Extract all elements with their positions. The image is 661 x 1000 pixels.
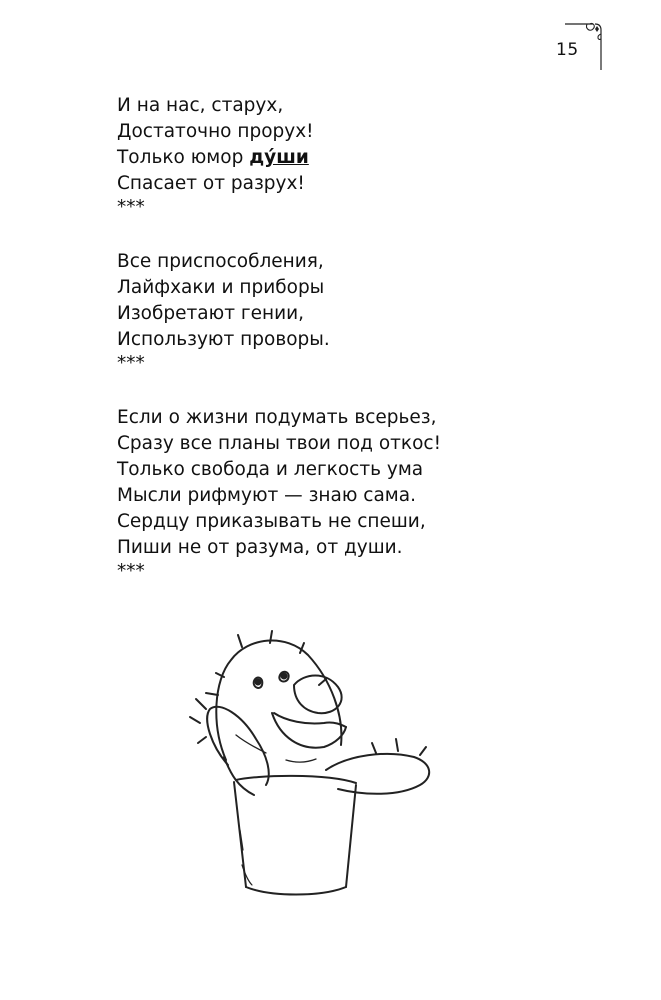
poem-line: Используют проворы. <box>117 329 330 350</box>
stanza-separator: *** <box>117 197 145 218</box>
poem-line: Сразу все планы твои под откос! <box>117 433 442 454</box>
poem <box>117 93 441 613</box>
stanza-separator: *** <box>117 561 145 582</box>
poem-line: Достаточно прорух! <box>117 121 314 142</box>
poem-line <box>117 145 441 171</box>
poem-line: Только свобода и легкость ума <box>117 459 424 480</box>
stanza-separator: *** <box>117 353 145 374</box>
page-number: 15 <box>556 40 579 60</box>
stanza-3 <box>117 405 441 587</box>
poem-line: Лайфхаки и приборы <box>117 277 325 298</box>
poem-line: Если о жизни подумать всерьез, <box>117 407 437 428</box>
cactus-in-pot-sketch-icon <box>176 625 436 900</box>
stanza-2 <box>117 249 441 379</box>
poem-line-text: Только юмор <box>117 147 250 168</box>
poem-line: Изобретают гении, <box>117 303 304 324</box>
poem-line: Мысли рифмуют — знаю сама. <box>117 485 416 506</box>
poem-line: Спасает от разрух! <box>117 173 305 194</box>
emphasized-word: дýши <box>249 147 309 168</box>
poem-line: Сердцу приказывать не спеши, <box>117 511 426 532</box>
stanza-1 <box>117 93 441 223</box>
poem-line: И на нас, старух, <box>117 95 284 116</box>
poem-line: Все приспособления, <box>117 251 324 272</box>
poem-line: Пиши не от разума, от души. <box>117 537 403 558</box>
